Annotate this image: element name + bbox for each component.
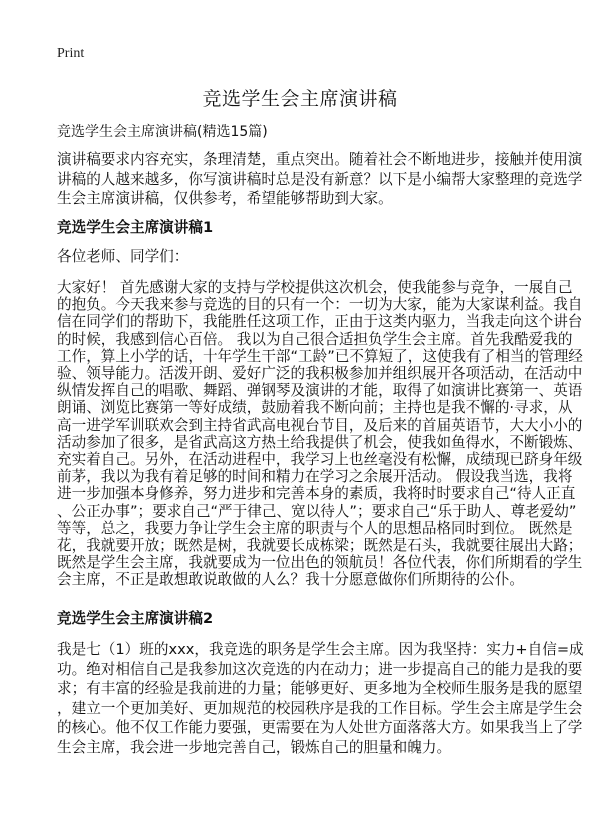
intro-paragraph bbox=[57, 150, 583, 209]
text-line: 讲稿的人越来越多，你写演讲稿时总是没有新意？以下是小编帮大家整理的竞选学 bbox=[57, 170, 583, 188]
text-line: 高一进学军训联欢会到主持省武高电视台节目，及后来的首届英语节，大大小小的 bbox=[57, 416, 583, 434]
greeting: 各位老师、同学们： bbox=[57, 248, 189, 265]
subtitle: 竞选学生会主席演讲稿(精选15篇) bbox=[57, 124, 268, 140]
text-line: ，建立一个更加美好、更加规范的校园秩序是我的工作目标。学生会主席是学生会 bbox=[57, 699, 583, 717]
text-line: 信在同学们的帮助下，我能胜任这项工作，正由于这类内驱力，当我走向这个讲台 bbox=[57, 313, 583, 331]
section-2-paragraph bbox=[57, 640, 584, 757]
text-line: 纵情发挥自己的唱歌、舞蹈、弹钢琴及演讲的才能，取得了如演讲比赛第一、英语 bbox=[57, 382, 583, 400]
print-link[interactable]: Print bbox=[57, 46, 85, 61]
text-line: 的抱负。今天我来参与竞选的目的只有一个：一切为大家，能为大家谋利益。我自 bbox=[57, 296, 583, 314]
text-line: 求；有丰富的经验是我前进的力量；能够更好、更多地为全校师生服务是我的愿望 bbox=[57, 680, 583, 697]
section-heading-1: 竞选学生会主席演讲稿1 bbox=[57, 219, 214, 236]
text-line: 活动参加了很多，是省武高这方热土给我提供了机会，使我如鱼得水，不断锻炼、 bbox=[57, 433, 583, 451]
text-line: 工作，算上小学的话，十年学生干部“工龄”已不算短了，这使我有了相当的管理经 bbox=[57, 347, 583, 365]
text-line: 等等，总之，我要力争让学生会主席的职责与个人的思想品格同时到位。 既然是 bbox=[57, 519, 573, 537]
text-line: 会主席，不正是敢想敢说敢做的人么？我十分愿意做你们所期待的公仆。 bbox=[57, 571, 525, 589]
text-line: 演讲稿要求内容充实，条理清楚，重点突出。随着社会不断地进步，接触并使用演 bbox=[57, 151, 583, 168]
text-line: 、公正办事”；要求自己“严于律己、宽以待人”；要求自己“乐于助人、尊老爱幼” bbox=[57, 502, 577, 520]
text-line: 进一步加强本身修养，努力进步和完善本身的素质，我将时时要求自己“待人正直 bbox=[57, 485, 576, 503]
text-line: 大家好！ 首先感谢大家的支持与学校提供这次机会，使我能参与竞争，一展自己 bbox=[57, 279, 573, 296]
text-line: 的时候，我感到信心百倍。 我以为自己很合适担负学生会主席。首先我酷爱我的 bbox=[57, 330, 573, 348]
text-line: 我是七（1）班的xxx，我竞选的职务是学生会主席。因为我坚持：实力+自信=成 bbox=[57, 641, 584, 658]
text-line: 花，我就要开放；既然是树，我就要长成栋梁；既然是石头，我就要往展出大路； bbox=[57, 537, 583, 555]
section-heading-2: 竞选学生会主席演讲稿2 bbox=[57, 610, 214, 627]
text-line: 既然是学生会主席，我就要成为一位出色的领航员！各位代表，你们所期看的学生 bbox=[57, 554, 583, 572]
text-line: 生会主席演讲稿，仅供参考，希望能够帮助到大家。 bbox=[57, 190, 393, 207]
text-line: 生会主席，我会进一步地完善自己，锻炼自己的胆量和魄力。 bbox=[57, 738, 452, 756]
page-title: 竞选学生会主席演讲稿 bbox=[202, 88, 398, 110]
text-line: 功。绝对相信自己是我参加这次竞选的内在动力；进一步提高自己的能力是我的要 bbox=[57, 660, 583, 678]
section-1-paragraph bbox=[57, 279, 583, 589]
text-line: 朗诵、浏览比赛第一等好成绩，鼓励着我不断向前；主持也是我不懈的·寻求，从 bbox=[57, 399, 573, 417]
text-line: 验、领导能力。活泼开朗、爱好广泛的我积极参加并组织展开各项活动，在活动中 bbox=[57, 365, 583, 383]
text-line: 充实着自己。另外，在活动进程中，我学习上也丝毫没有松懈，成绩现已跻身年级 bbox=[57, 451, 583, 469]
text-line: 前茅，我以为我有着足够的时间和精力在学习之余展开活动。 假设我当选，我将 bbox=[57, 468, 573, 486]
text-line: 的核心。他不仅工作能力要强，更需要在为人处世方面落落大方。如果我当上了学 bbox=[57, 719, 583, 736]
